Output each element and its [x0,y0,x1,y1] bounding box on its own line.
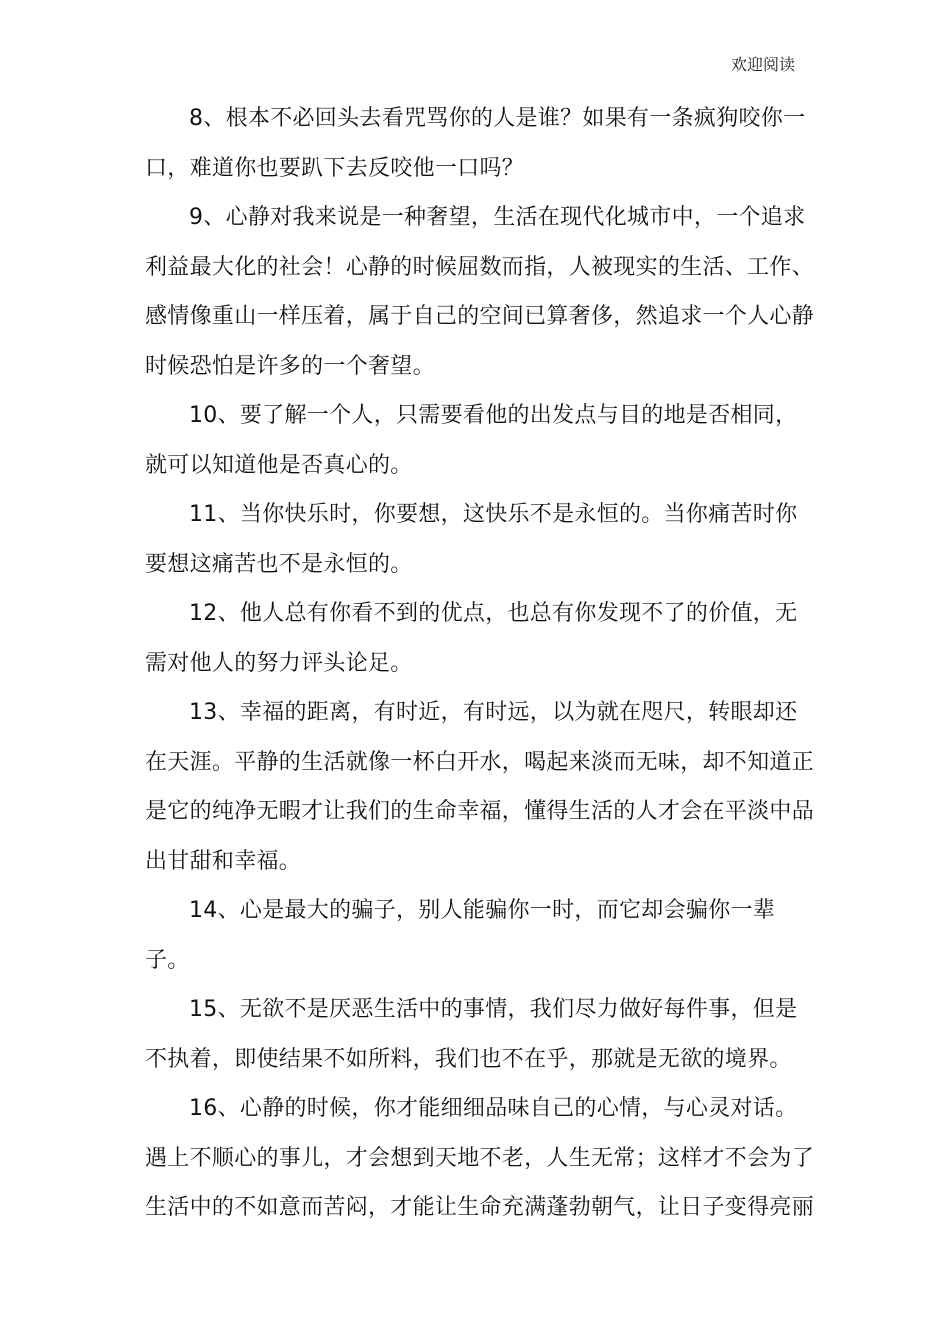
paragraph-9: 9、心静对我来说是一种奢望，生活在现代化城市中，一个追求利益最大化的社会！心静的时候屈数而指，人被现实的生活、工作、感情像重山一样压着，属于自己的空间已算奢侈，然追求一个人心静时候恐怕是许多的一个奢望。 [145,205,815,379]
paragraph-14: 14、心是最大的骗子，别人能骗你一时，而它却会骗你一辈子。 [145,898,776,973]
paragraph-11: 11、当你快乐时，你要想，这快乐不是永恒的。当你痛苦时你要想这痛苦也不是永恒的。 [145,502,798,577]
paragraph-8: 8、根本不必回头去看咒骂你的人是谁？如果有一条疯狗咬你一口，难道你也要趴下去反咬他一口吗？ [145,106,806,181]
paragraph-15: 15、无欲不是厌恶生活中的事情，我们尽力做好每件事，但是不执着，即使结果不如所料，我们也不在乎，那就是无欲的境界。 [145,997,798,1072]
paragraph-12: 12、他人总有你看不到的优点，也总有你发现不了的价值，无需对他人的努力评头论足。 [145,601,798,676]
paragraph-10: 10、要了解一个人，只需要看他的出发点与目的地是否相同，就可以知道他是否真心的。 [145,403,798,478]
document-body [145,94,817,1233]
page-header-label: 欢迎阅读 [731,55,796,74]
paragraph-13: 13、幸福的距离，有时近，有时远，以为就在咫尺，转眼却还在天涯。平静的生活就像一杯白开水，喝起来淡而无味，却不知道正是它的纯净无暇才让我们的生命幸福，懂得生活的人才会在平淡中品出甘甜和幸福。 [145,700,815,874]
paragraph-16: 16、心静的时候，你才能细细品味自己的心情，与心灵对话。遇上不顺心的事儿，才会想到天地不老，人生无常；这样才不会为了生活中的不如意而苦闷，才能让生命充满蓬勃朝气，让日子变得亮丽 [145,1096,815,1220]
